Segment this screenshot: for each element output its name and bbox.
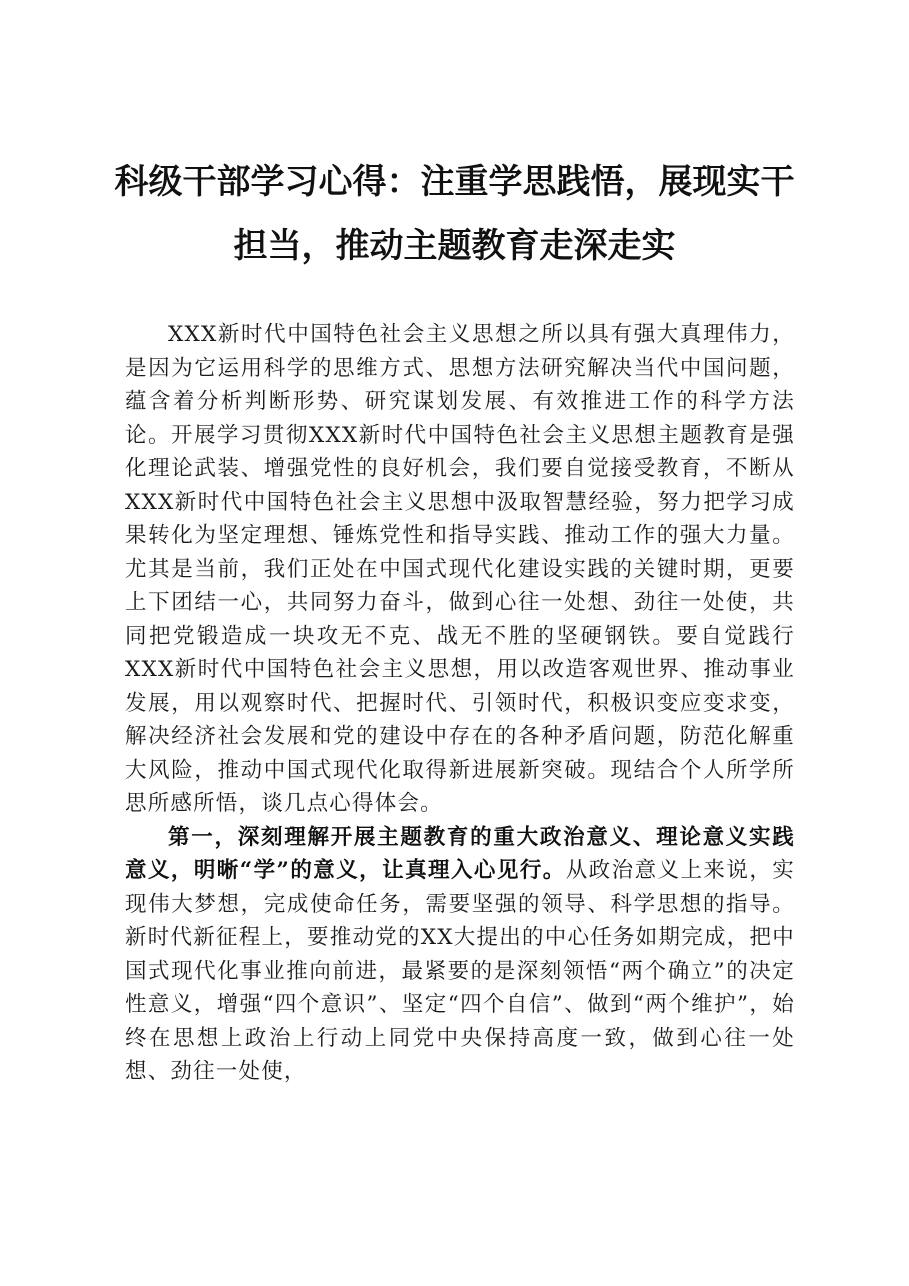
- document-body: [125, 318, 795, 1089]
- paragraph-first-point-text: 从政治意义上来说，实现伟大梦想，完成使命任务，需要坚强的领导、科学思想的指导。新时代新征程上，要推动党的XX大提出的中心任务如期完成，把中国式现代化事业推向前进，最紧要的是深刻领悟“两个确立”的决定性意义，增强“四个意识”、坚定“四个自信”、做到“两个维护”，始终在思想上政治上行动上同党中央保持高度一致，做到心往一处想、劲往一处使，: [125, 858, 795, 1084]
- paragraph-intro-text: XXX新时代中国特色社会主义思想之所以具有强大真理伟力，是因为它运用科学的思维方式、思想方法研究解决当代中国问题，蕴含着分析判断形势、研究谋划发展、有效推进工作的科学方法论。开展学习贯彻XXX新时代中国特色社会主义思想主题教育是强化理论武装、增强党性的良好机会，我们要自觉接受教育，不断从XXX新时代中国特色社会主义思想中汲取智慧经验，努力把学习成果转化为坚定理想、锤炼党性和指导实践、推动工作的强大力量。尤其是当前，我们正处在中国式现代化建设实践的关键时期，更要上下团结一心，共同努力奋斗，做到心往一处想、劲往一处使，共同把党锻造成一块攻无不克、战无不胜的坚硬钢铁。要自觉践行XXX新时代中国特色社会主义思想，用以改造客观世界、推动事业发展，用以观察时代、把握时代、引领时代，积极识变应变求变，解决经济社会发展和党的建设中存在的各种矛盾问题，防范化解重大风险，推动中国式现代化取得新进展新突破。现结合个人所学所思所感所悟，谈几点心得体会。: [125, 322, 795, 816]
- paragraph-first-point-heading: 第一，深刻理解开展主题教育的重大政治意义、理论意义实践意义，明晰“学”的意义，让真理入心见行。: [125, 824, 795, 883]
- paragraph-intro: [125, 318, 795, 821]
- document-title: 科级干部学习心得：注重学思践悟，展现实干担当，推动主题教育走深走实: [114, 162, 795, 266]
- paragraph-first-point: [125, 821, 795, 1089]
